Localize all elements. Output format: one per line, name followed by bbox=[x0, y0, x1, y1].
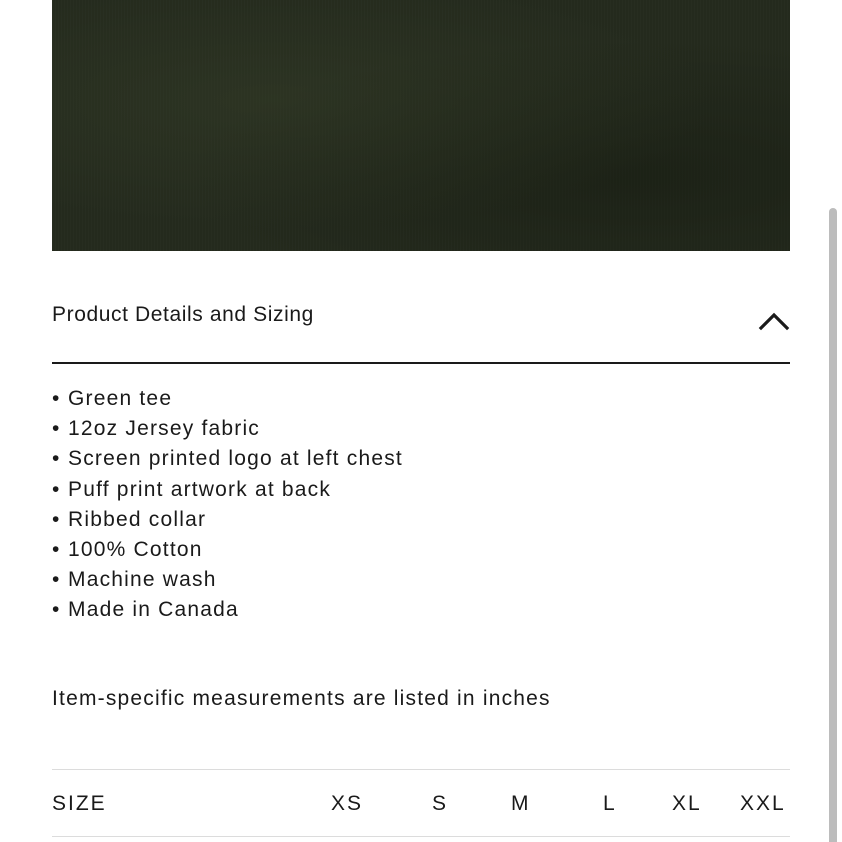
list-item bbox=[52, 565, 403, 595]
list-item bbox=[52, 475, 403, 505]
bullet: • bbox=[52, 477, 61, 501]
size-column-xs: XS bbox=[331, 792, 364, 815]
detail-text: 100% Cotton bbox=[68, 538, 203, 562]
detail-text: Screen printed logo at left chest bbox=[68, 447, 403, 471]
bullet: • bbox=[52, 417, 61, 441]
size-header-label: SIZE bbox=[52, 792, 107, 815]
size-table-header-row bbox=[52, 769, 790, 837]
list-item bbox=[52, 384, 403, 414]
detail-text: Made in Canada bbox=[68, 598, 239, 622]
list-item bbox=[52, 595, 403, 625]
vertical-scrollbar[interactable] bbox=[829, 208, 837, 842]
detail-text: 12oz Jersey fabric bbox=[68, 417, 261, 441]
size-column-m: M bbox=[511, 792, 531, 815]
product-details-list bbox=[52, 384, 403, 626]
bullet: • bbox=[52, 598, 61, 622]
measurements-note: Item-specific measurements are listed in inches bbox=[52, 687, 551, 710]
bullet: • bbox=[52, 387, 61, 410]
detail-text: Green tee bbox=[68, 387, 173, 410]
list-item bbox=[52, 414, 403, 444]
size-column-s: S bbox=[432, 792, 449, 815]
list-item bbox=[52, 535, 403, 565]
list-item bbox=[52, 505, 403, 535]
accordion-title: Product Details and Sizing bbox=[52, 303, 314, 326]
chevron-up-icon[interactable] bbox=[758, 308, 790, 332]
detail-text: Puff print artwork at back bbox=[68, 477, 332, 501]
product-details-accordion-header[interactable] bbox=[52, 292, 790, 364]
detail-text: Machine wash bbox=[68, 568, 217, 592]
bullet: • bbox=[52, 568, 61, 592]
list-item bbox=[52, 444, 403, 474]
bullet: • bbox=[52, 447, 61, 471]
size-column-xl: XL bbox=[672, 792, 702, 815]
detail-text: Ribbed collar bbox=[68, 507, 207, 531]
size-column-xxl: XXL bbox=[740, 792, 786, 815]
bullet: • bbox=[52, 507, 61, 531]
bullet: • bbox=[52, 538, 61, 562]
product-image bbox=[52, 0, 790, 251]
size-column-l: L bbox=[603, 792, 617, 815]
